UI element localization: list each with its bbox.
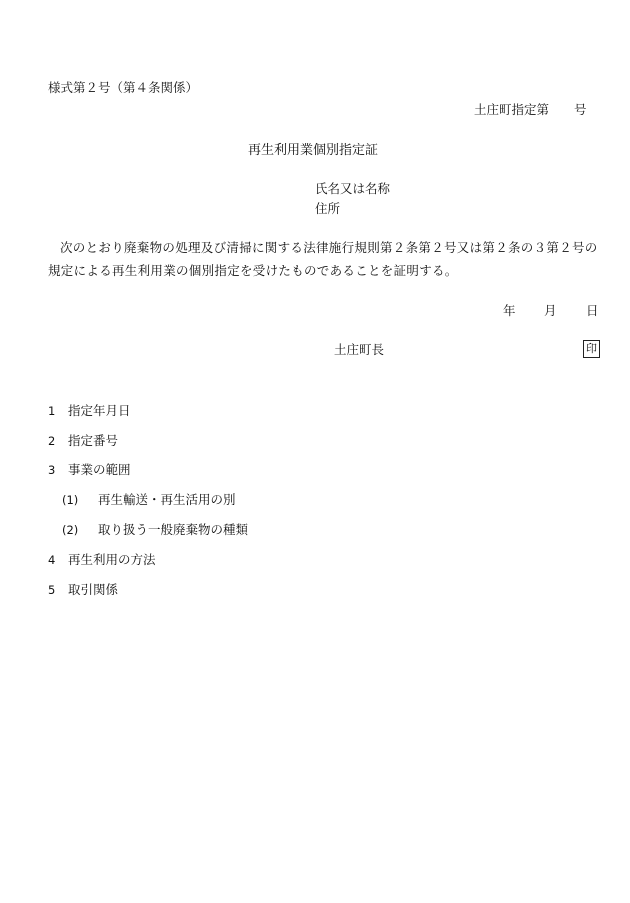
item-number: 5 <box>48 583 56 597</box>
certification-paragraph: 次のとおり廃棄物の処理及び清掃に関する法律施行規則第２条第２号又は第２条の３第２号の規定による再生利用業の個別指定を受けたものであることを証明する。 <box>48 240 598 278</box>
item-number: (2) <box>62 523 79 537</box>
item-number: 3 <box>48 463 56 477</box>
item-number: (1) <box>62 493 79 507</box>
item-label: 事業の範囲 <box>68 462 131 477</box>
list-item <box>48 433 118 449</box>
list-item <box>48 462 131 478</box>
item-label: 指定年月日 <box>68 403 131 418</box>
item-label: 再生利用の方法 <box>68 552 156 567</box>
sub-list-item <box>62 492 236 508</box>
issuer-name: 土庄町長 <box>334 342 385 357</box>
designation-number: 土庄町指定第 号 <box>474 102 587 117</box>
item-label: 再生輸送・再生活用の別 <box>98 492 236 507</box>
address-label: 住所 <box>315 201 341 216</box>
item-number: 1 <box>48 404 56 418</box>
item-label: 指定番号 <box>68 433 119 448</box>
document-title: 再生利用業個別指定証 <box>248 143 379 158</box>
item-label: 取り扱う一般廃棄物の種類 <box>98 522 249 537</box>
seal-mark: 印 <box>583 340 600 358</box>
name-label: 氏名又は名称 <box>315 181 391 196</box>
sub-list-item <box>62 522 248 538</box>
item-label: 取引関係 <box>68 582 119 597</box>
list-item <box>48 403 131 419</box>
form-label: 様式第２号（第４条関係） <box>48 80 199 95</box>
date-day: 日 <box>586 303 599 318</box>
date-year: 年 <box>503 303 516 318</box>
item-number: 2 <box>48 434 56 448</box>
list-item <box>48 582 118 598</box>
date-month: 月 <box>544 303 557 318</box>
item-number: 4 <box>48 553 56 567</box>
list-item <box>48 552 156 568</box>
